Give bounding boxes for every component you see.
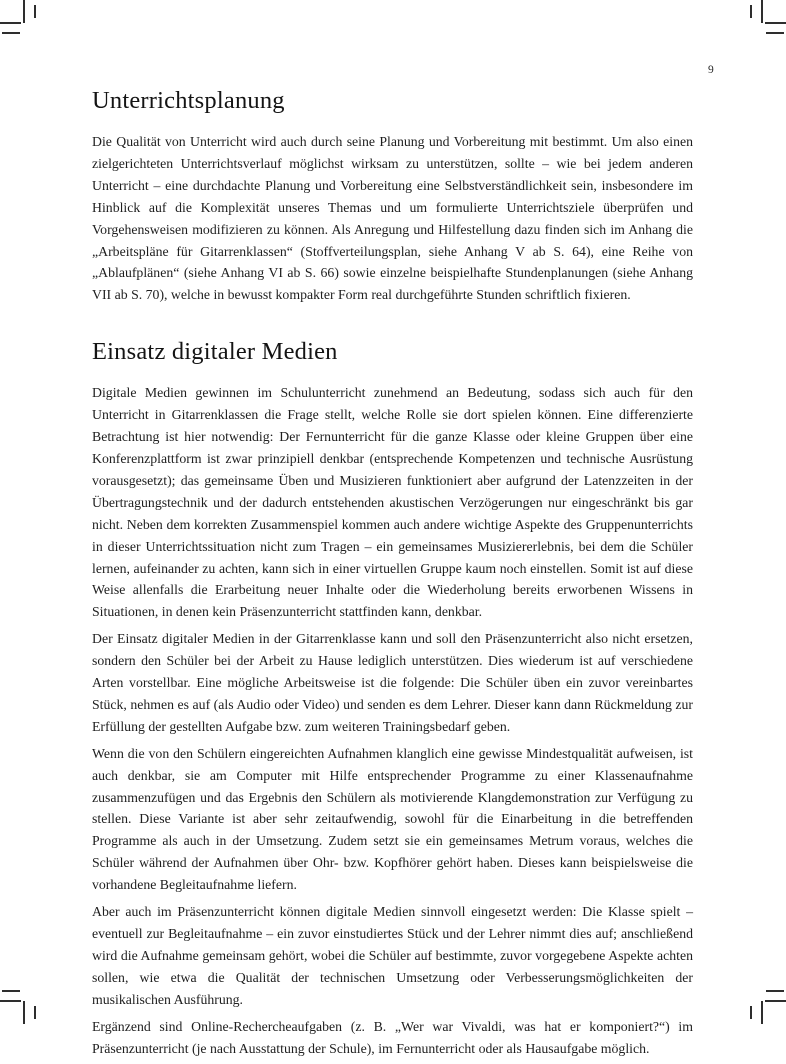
paragraph-digitale-medien-2: Der Einsatz digitaler Medien in der Gitarrenklasse kann und soll den Präsenzunterricht also nicht ersetzen, sondern den Schüler bei der Arbeit zu Hause lediglich unterstützen. Dies wiederum ist auf verschiedene Arten vorstellbar. Eine mögliche Arbeitsweise ist die folgende: Die Schüler üben ein zuvor vereinbartes Stück, nehmen es auf (als Audio oder Video) und senden es dem Lehrer. Dieser kann dann Rückmeldung zur Erfüllung der gestellten Aufgabe bzw. zum weiteren Trainingsbedarf geben. [92,631,693,734]
crop-mark-bottom-left-horizontal-tick [2,990,20,992]
crop-mark-top-left-vertical [23,0,25,23]
crop-mark-top-right-vertical-tick [750,5,752,18]
crop-mark-top-right-vertical [761,0,763,23]
crop-mark-bottom-right-vertical [761,1001,763,1024]
crop-mark-bottom-left-vertical-tick [34,1006,36,1019]
paragraph-unterrichtsplanung-1: Die Qualität von Unterricht wird auch durch seine Planung und Vorbereitung mit bestimmt. Um also einen zielgerichteten Unterrichtsverlauf möglichst wirksam zu unterstützen, sollte – wie bei jedem anderen Unterricht – eine durchdachte Planung und Vorbereitung eine Selbstverständlichkeit sein, insbesondere im Hinblick auf die Komplexität unseres Themas und um formulierte Unterrichtsziele überprüfen und Vorgehensweisen modifizieren zu können. Als Anregung und Hilfestellung dazu finden sich im Anhang die „Arbeitspläne für Gitarrenklassen“ (Stoffverteilungsplan, siehe Anhang V ab S. 64), eine Reihe von „Ablaufplänen“ (siehe Anhang VI ab S. 66) sowie einzelne beispielhafte Stundenplanungen (siehe Anhang VII ab S. 70), welche in bewusst kompakter Form real durchgeführte Stunden schriftlich fixieren. [92,134,693,303]
crop-mark-bottom-right-vertical-tick [750,1006,752,1019]
paragraph-digitale-medien-5: Ergänzend sind Online-Rechercheaufgaben (z. B. „Wer war Vivaldi, was hat er komponiert?“) im Präsenzunterricht (je nach Ausstattung der Schule), im Fernunterricht oder als Hausaufgabe möglich. [92,1018,693,1056]
crop-mark-bottom-right-horizontal-tick [766,990,784,992]
crop-mark-top-right-horizontal-tick [766,32,784,34]
crop-mark-bottom-right-horizontal [765,1000,786,1002]
crop-mark-top-left-horizontal [0,22,21,24]
page-number: 9 [708,64,714,76]
section-heading-einsatz-digitaler-medien: Einsatz digitaler Medien [92,338,338,366]
crop-mark-top-right-horizontal [765,22,786,24]
paragraph-digitale-medien-4: Aber auch im Präsenzunterricht können digitale Medien sinnvoll eingesetzt werden: Die Klasse spielt – eventuell zur Begleitaufnahme – ein zuvor einstudiertes Stück und der Lehrer nimmt dies auf; anschließend wird die Aufnahme gemeinsam gehört, wobei die Schüler auf bestimmte, zuvor vorgegebene Aspekte achten sollen, wie etwa die Qualität der technischen Umsetzung oder Verbesserungsmöglichkeiten der musikalischen Ausführung. [92,904,693,1007]
crop-mark-top-left-horizontal-tick [2,32,20,34]
crop-mark-top-left-vertical-tick [34,5,36,18]
crop-mark-bottom-left-vertical [23,1001,25,1024]
section-heading-unterrichtsplanung: Unterrichtsplanung [92,87,285,114]
paragraph-digitale-medien-1: Digitale Medien gewinnen im Schulunterricht zunehmend an Bedeutung, sodass sich auch für den Unterricht in Gitarrenklassen die Frage stellt, welche Rolle sie dort spielen können. Eine differenzierte Betrachtung ist hier notwendig: Der Fernunterricht für die ganze Klasse oder kleine Gruppen über eine Konferenzplattform ist zwar prinzipiell denkbar (entsprechende Kompetenzen und technische Ausrüstung vorausgesetzt); das gemeinsame Üben und Musizieren funktioniert aber aufgrund der Latenzzeiten in der Übertragungstechnik und der dadurch entstehenden akustischen Verzögerungen nur eingeschränkt bis gar nicht. Neben dem korrekten Zusammenspiel kommen auch andere wichtige Aspekte des Gruppenunterrichts in dieser Unterrichtssituation nicht zum Tragen – ein gemeinsames Musiziererlebnis, bei dem die Schüler lernen, aufeinander zu achten, kann sich in einer virtuellen Gruppe kaum noch einstellen. Somit ist auf diese Weise allenfalls die Erarbeitung neuer Inhalte oder die Wiederholung bereits erworbenen Wissens in Situationen, in denen kein Präsenzunterricht stattfinden kann, denkbar. [92,385,693,620]
paragraph-digitale-medien-3: Wenn die von den Schülern eingereichten Aufnahmen klanglich eine gewisse Mindestqualität aufweisen, ist auch denkbar, sie am Computer mit Hilfe entsprechender Programme zu einer Klassenaufnahme zusammenzufügen und das Ergebnis den Schülern als motivierende Klangdemonstration zur Verfügung zu stellen. Diese Variante ist aber sehr zeitaufwendig, sowohl für die Einarbeitung in die betreffenden Programme als auch in der Umsetzung. Zudem setzt sie ein gemeinsames Metrum voraus, welches die Schüler während der Aufnahmen über Ohr- bzw. Kopfhörer gehört haben. Dieses kann beispielsweise die vorhandene Begleitaufnahme liefern. [92,745,693,893]
crop-mark-bottom-left-horizontal [0,1000,21,1002]
page-content [92,86,693,1064]
